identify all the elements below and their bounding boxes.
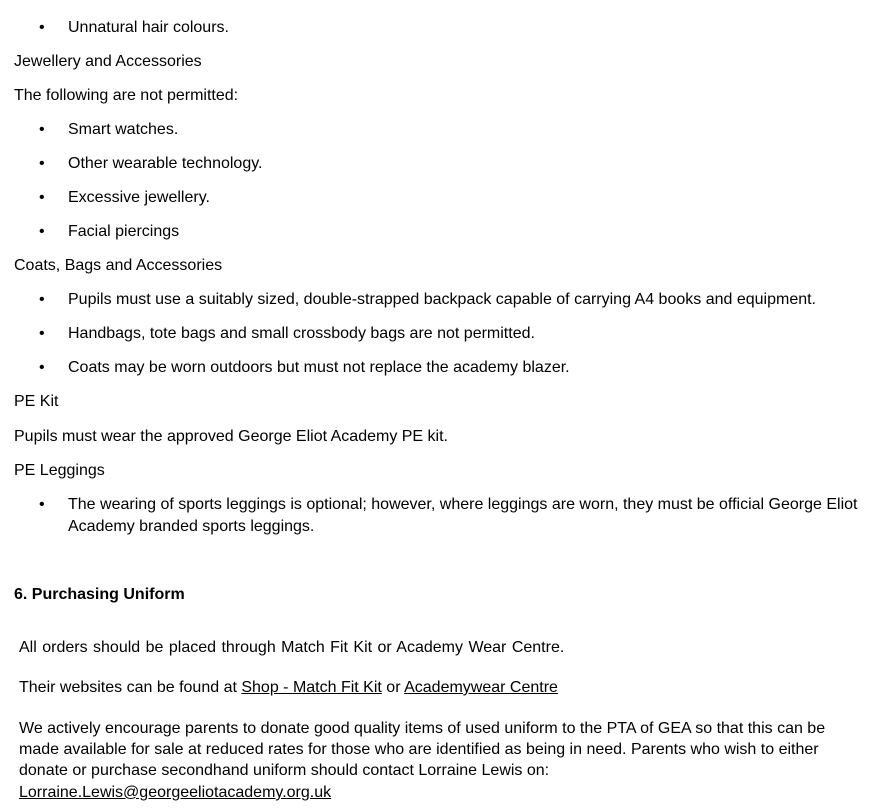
bullet-icon: • xyxy=(39,325,45,342)
donate-text: We actively encourage parents to donate good quality items of used uniform to the PTA of GEA so that this can be made available for sale at reduced rates for those who are identified as being in need. Parents who wish to either donate or purchase secondhand uniform should contact Lorraine Lewis on: xyxy=(19,720,826,779)
bullet-icon: • xyxy=(39,223,45,240)
email-line xyxy=(19,782,849,803)
pe-leggings-title: PE Leggings xyxy=(14,462,105,479)
coats-item: Pupils must use a suitably sized, double-strapped backpack capable of carrying A4 books and equipment. xyxy=(68,291,816,308)
jewellery-item: Excessive jewellery. xyxy=(68,189,210,206)
jewellery-item: Facial piercings xyxy=(68,223,180,240)
bullet-icon: • xyxy=(39,121,45,138)
coats-item: Handbags, tote bags and small crossbody bags are not permitted. xyxy=(68,325,535,342)
section-heading: 6. Purchasing Uniform xyxy=(14,586,185,603)
hair-item: Unnatural hair colours. xyxy=(68,19,229,36)
email-link[interactable]: Lorraine.Lewis@georgeeliotacademy.org.uk xyxy=(19,784,332,801)
jewellery-item: Smart watches. xyxy=(68,121,179,138)
bullet-icon: • xyxy=(39,496,45,513)
match-fit-kit-link[interactable]: Shop - Match Fit Kit xyxy=(241,679,382,696)
academywear-centre-link[interactable]: Academywear Centre xyxy=(404,679,558,696)
pe-kit-title: PE Kit xyxy=(14,393,59,410)
orders-text: All orders should be placed through Match Fit Kit or Academy Wear Centre. xyxy=(19,639,565,656)
bullet-icon: • xyxy=(39,359,45,376)
websites-text xyxy=(19,677,849,698)
pe-kit-text: Pupils must wear the approved George Eliot Academy PE kit. xyxy=(14,428,448,445)
jewellery-intro: The following are not permitted: xyxy=(14,87,239,104)
coats-item: Coats may be worn outdoors but must not replace the academy blazer. xyxy=(68,359,570,376)
bullet-icon: • xyxy=(39,291,45,308)
coats-title: Coats, Bags and Accessories xyxy=(14,257,223,274)
websites-prefix: Their websites can be found at xyxy=(19,679,242,696)
bullet-icon: • xyxy=(39,155,45,172)
jewellery-title: Jewellery and Accessories xyxy=(14,53,202,70)
pe-leggings-item: The wearing of sports leggings is optional; however, where leggings are worn, they must be official George Eliot Academy branded sports leggings. xyxy=(68,496,858,535)
websites-middle: or xyxy=(381,679,405,696)
jewellery-item: Other wearable technology. xyxy=(68,155,263,172)
bullet-icon: • xyxy=(39,189,45,206)
bullet-icon: • xyxy=(39,19,45,36)
